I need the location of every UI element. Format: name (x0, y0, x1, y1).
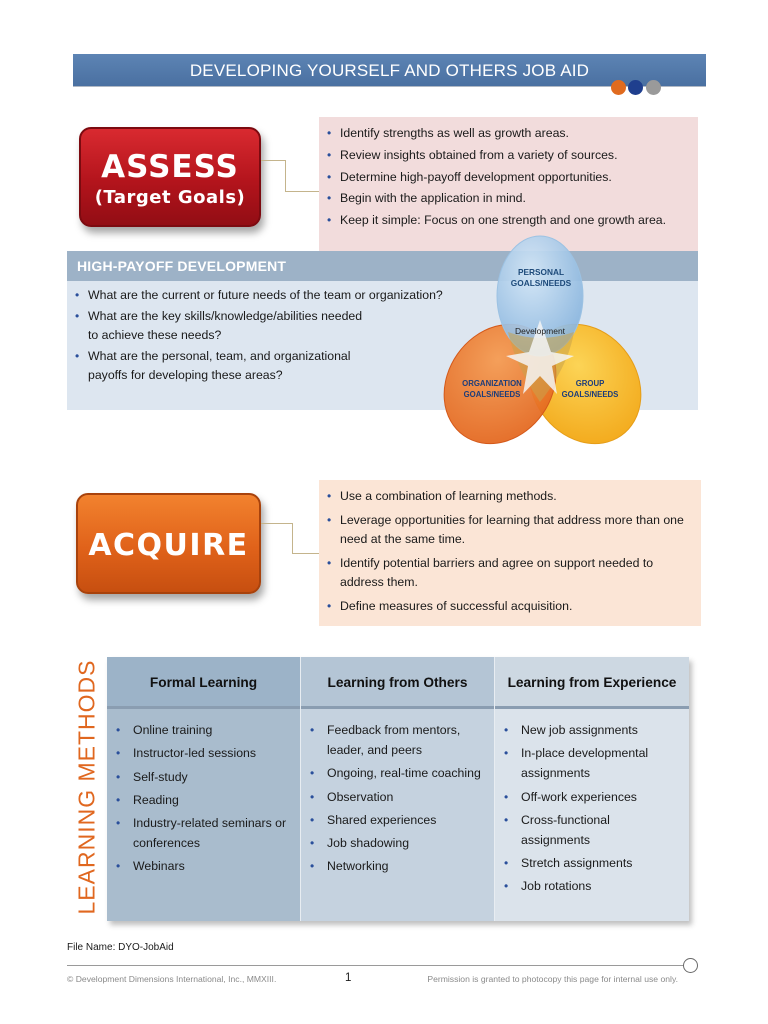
high-payoff-bullet-list (67, 281, 457, 386)
file-name: File Name: DYO-JobAid (67, 942, 174, 953)
list-item: • Instructor-led sessions (107, 743, 300, 763)
assess-badge-subtitle: (Target Goals) (94, 187, 246, 208)
learning-from-experience-column (494, 657, 689, 921)
list-item: • New job assignments (495, 720, 689, 740)
list-item: • Leverage opportunities for learning that address more than one need at the same time. (319, 511, 694, 550)
high-payoff-title: HIGH-PAYOFF DEVELOPMENT (77, 258, 287, 274)
column-list (495, 709, 689, 896)
column-body (107, 709, 300, 921)
blue-dot-icon (628, 80, 643, 95)
list-item: • Reading (107, 790, 300, 810)
acquire-connector (261, 523, 292, 524)
assess-connector (261, 160, 285, 161)
circle-icon (683, 958, 698, 973)
venn-label-center: Development (514, 326, 566, 336)
list-item: • Online training (107, 720, 300, 740)
list-item: • Shared experiences (301, 810, 494, 830)
learning-from-others-column (300, 657, 494, 921)
copyright-text: © Development Dimensions International, Inc., MMXIII. (67, 974, 277, 984)
acquire-badge (76, 493, 261, 594)
list-item: • In-place developmental assignments (495, 743, 665, 783)
list-item: • Identify strengths as well as growth areas. (319, 124, 698, 144)
list-item: • Stretch assignments (495, 853, 689, 873)
list-item: • Begin with the application in mind. (319, 189, 698, 209)
column-body (495, 709, 689, 921)
venn-label-left-line1: ORGANIZATION (462, 379, 522, 388)
column-header: Formal Learning (107, 657, 300, 709)
acquire-bullets-panel (319, 480, 701, 626)
list-item: • Networking (301, 856, 494, 876)
venn-label-left-line2: GOALS/NEEDS (463, 390, 521, 399)
learning-methods-side-label (62, 659, 112, 915)
list-item: • Self-study (107, 767, 300, 787)
list-item: • What are the current or future needs of the team or organization? (67, 286, 467, 306)
learning-methods-title: LEARNING METHODS (73, 659, 100, 915)
venn-label-right-line1: GROUP (575, 379, 605, 388)
list-item: • Job rotations (495, 876, 689, 896)
page-title: DEVELOPING YOURSELF AND OTHERS JOB AID (189, 61, 590, 80)
list-item: • Keep it simple: Focus on one strength and one growth area. (319, 211, 698, 231)
list-item: • Industry-related seminars or conferences (107, 813, 287, 853)
list-item: • Cross-functional assignments (495, 810, 645, 850)
list-item: • Feedback from mentors, leader, and peers (301, 720, 476, 760)
assess-connector-elbow (285, 160, 319, 192)
acquire-connector-elbow (292, 523, 319, 554)
list-item: • Identify potential barriers and agree on support needed to address them. (319, 554, 669, 593)
assess-badge-title: ASSESS (101, 149, 239, 185)
assess-badge (79, 127, 261, 227)
list-item: • Job shadowing (301, 833, 494, 853)
list-item: • Use a combination of learning methods. (319, 487, 701, 507)
list-item: • Define measures of successful acquisition. (319, 597, 701, 617)
permission-text: Permission is granted to photocopy this page for internal use only. (427, 974, 678, 984)
list-item: • Review insights obtained from a variety of sources. (319, 146, 698, 166)
gray-dot-icon (646, 80, 661, 95)
list-item: • Ongoing, real-time coaching (301, 763, 494, 783)
list-item: • Off-work experiences (495, 787, 689, 807)
column-body (301, 709, 494, 921)
column-header: Learning from Others (301, 657, 494, 709)
page-number: 1 (345, 972, 352, 984)
formal-learning-column (107, 657, 300, 921)
acquire-bullet-list (319, 480, 701, 616)
column-header: Learning from Experience (495, 657, 689, 709)
list-item: • What are the key skills/knowledge/abilities needed to achieve these needs? (67, 307, 367, 346)
acquire-badge-title: ACQUIRE (88, 528, 249, 563)
assess-bullet-list (319, 117, 698, 231)
footer-divider (67, 965, 684, 966)
venn-label-top-line1: PERSONAL (517, 267, 565, 277)
orange-dot-icon (611, 80, 626, 95)
column-list (301, 709, 494, 876)
list-item: • Determine high-payoff development opportunities. (319, 168, 698, 188)
column-list (107, 709, 300, 876)
learning-methods-table (107, 657, 689, 921)
development-venn-diagram (440, 232, 645, 454)
page-title-bar (73, 54, 706, 86)
list-item: • What are the personal, team, and organizational payoffs for developing these areas? (67, 347, 367, 386)
list-item: • Observation (301, 787, 494, 807)
list-item: • Webinars (107, 856, 300, 876)
venn-label-top-line2: GOALS/NEEDS (510, 278, 572, 288)
venn-label-right-line2: GOALS/NEEDS (561, 390, 619, 399)
